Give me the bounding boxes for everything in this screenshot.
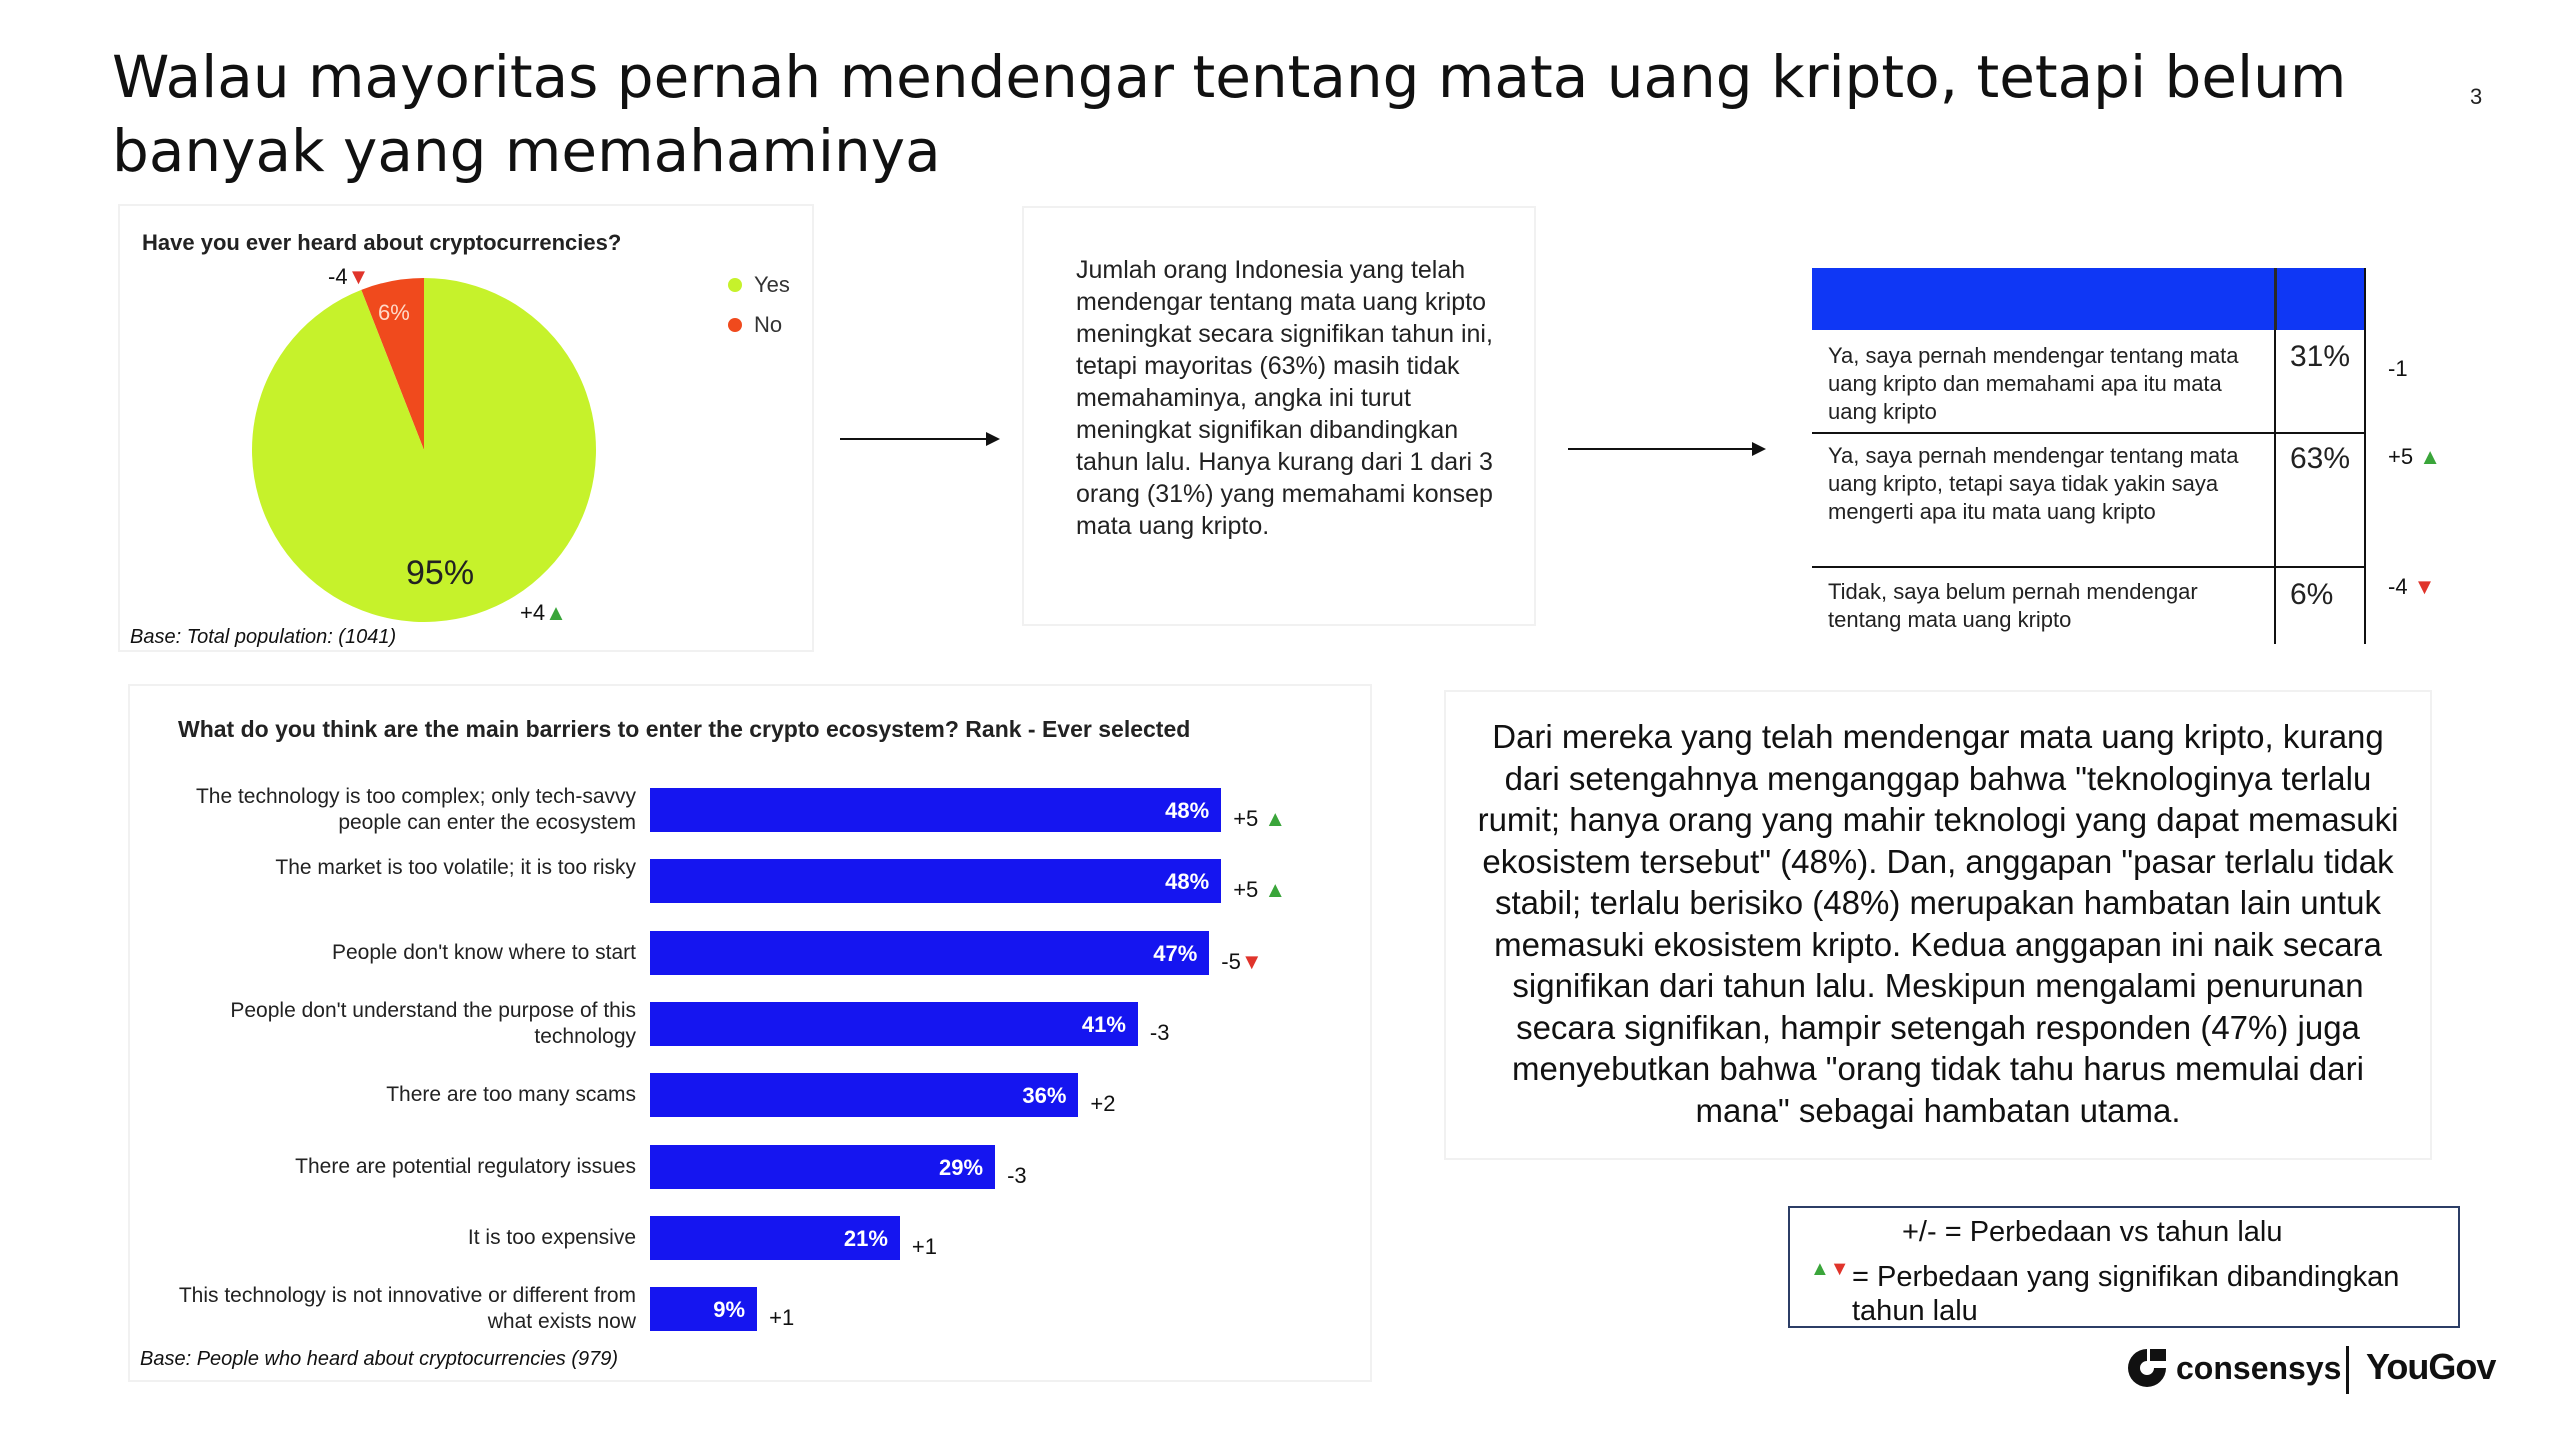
yes-delta: +4▲: [520, 600, 567, 625]
no-delta: -4▼: [328, 264, 370, 289]
arrow-1: [840, 432, 1000, 446]
pie-base-note: Base: Total population: (1041): [130, 626, 397, 648]
bar-category-label: People don't understand the purpose of this technology: [230, 998, 636, 1048]
bar: [650, 1002, 1138, 1046]
down-triangle-icon: ▼: [2407, 574, 2436, 599]
legend-line-1: +/- = Perbedaan vs tahun lalu: [1902, 1216, 2283, 1248]
bar-category-label: It is too expensive: [467, 1225, 636, 1249]
table-row-1-label: Ya, saya pernah mendengar tentang mata uang kripto dan memahami apa itu mata uang kripto: [1828, 343, 2239, 424]
legend-no: No: [728, 312, 782, 338]
pie-chart-title: Have you ever heard about cryptocurrencies?: [142, 230, 622, 255]
logo-divider: [2346, 1346, 2349, 1394]
bar-value-label: 48%: [1165, 869, 1210, 895]
table-header: [1812, 268, 2364, 330]
bar-delta: +1: [769, 1305, 795, 1331]
bar-value-label: 36%: [1022, 1083, 1067, 1109]
bar-value-label: 29%: [939, 1154, 984, 1180]
up-triangle-icon: ▲: [1258, 877, 1287, 903]
legend-triangles-icon: ▲▼: [1810, 1258, 1850, 1280]
legend-line-2: = Perbedaan yang signifikan dibandingkan tahun lalu: [1852, 1261, 2400, 1327]
insight-card: [1446, 692, 2430, 1158]
bar-value-label: 41%: [1081, 1011, 1126, 1037]
table-row-3-pct: 6%: [2290, 578, 2334, 611]
bar-delta: +5 ▲: [1233, 877, 1287, 903]
bar-delta: +2: [1090, 1091, 1116, 1117]
up-triangle-icon: ▲: [1258, 806, 1287, 831]
bar-chart-card: [130, 686, 1370, 1380]
bar: [650, 1073, 1078, 1117]
no-value-label: 6%: [378, 300, 410, 325]
bar: [650, 931, 1209, 975]
bar-delta: -3: [1149, 1019, 1170, 1045]
bar-chart-plot: [130, 686, 1370, 1380]
bar-delta: -5▼: [1221, 948, 1263, 974]
bar-value-label: 48%: [1165, 798, 1210, 823]
significance-legend-box: [1788, 1206, 2460, 1328]
page-number: 3: [2470, 84, 2483, 109]
bar-delta: +1: [911, 1233, 937, 1259]
pie-chart-card: [120, 206, 812, 650]
summary-text: Jumlah orang Indonesia yang telah mendengar tentang mata uang kripto meningkat secara signifikan tahun ini, tetapi mayoritas (63%) masih tidak memahaminya, angka ini turut meningkat signifikan dibandingkan tahun lalu. Hanya kurang dari 1 dari 3 orang (31%) yang memahami konsep mata uang kripto.: [1076, 256, 1493, 540]
table-row-3-label: Tidak, saya belum pernah mendengar tentang mata uang kripto: [1828, 579, 2198, 632]
legend-yes: Yes: [728, 272, 790, 298]
bar-base-note: Base: People who heard about cryptocurrencies (979): [140, 1348, 619, 1370]
table-row-1-delta: -1: [2388, 356, 2408, 381]
table-row-1-pct: 31%: [2290, 340, 2351, 373]
awareness-table: [1812, 268, 2368, 644]
up-triangle-icon: ▲: [2413, 444, 2441, 469]
bar: [650, 859, 1221, 903]
page-title: Walau mayoritas pernah mendengar tentang mata uang kripto, tetapi belum banyak yang memahaminya: [112, 43, 2347, 185]
bar-value-label: 21%: [843, 1225, 888, 1251]
yes-value-label: 95%: [406, 554, 475, 592]
bar-category-label: There are potential regulatory issues: [295, 1154, 636, 1178]
summary-card: [1024, 208, 1534, 624]
bar: [650, 1216, 900, 1260]
bar-delta: -3: [1007, 1162, 1027, 1188]
down-triangle-icon: ▼: [347, 264, 370, 289]
bar-value-label: 9%: [713, 1297, 746, 1323]
arrow-2: [1568, 442, 1766, 456]
legend-dot-yes: [728, 278, 742, 292]
down-triangle-icon: ▼: [1240, 948, 1263, 974]
bar-category-label: The technology is too complex; only tech-savvy people can enter the ecosystem: [195, 785, 636, 834]
yougov-logo: YouGov: [2366, 1346, 2496, 1387]
bar-category-label: This technology is not innovative or different from what exists now: [178, 1284, 636, 1334]
insight-text: Dari mereka yang telah mendengar mata uang kripto, kurang dari setengahnya menganggap bahwa "teknologinya terlalu rumit; hanya orang yang mahir teknologi yang dapat memasuki ekosistem tersebut" (48%). Dan, anggapan "pasar terlalu tidak stabil; terlalu berisiko (48%) merupakan hambatan lain untuk memasuki ekosistem kripto. Kedua anggapan ini naik secara signifikan dari tahun lalu. Meskipun mengalami penurunan secara signifikan, hampir setengah responden (47%) juga menyebutkan bahwa "orang tidak tahu harus memulai dari mana" sebagai hambatan utama.: [1477, 718, 2399, 1129]
bar: [650, 1287, 757, 1331]
bar: [650, 1145, 995, 1189]
bar-delta: +5 ▲: [1233, 806, 1287, 831]
bar-value-label: 47%: [1153, 940, 1198, 966]
table-header-divider: [2274, 268, 2277, 330]
consensys-wordmark: consensys: [2176, 1349, 2342, 1386]
table-row-3-delta: -4 ▼: [2388, 574, 2436, 599]
up-triangle-icon: ▲: [545, 600, 567, 625]
bar-category-label: The market is too volatile; it is too risky: [275, 856, 636, 880]
consensys-logo: [2124, 1342, 2341, 1394]
bar-chart-title: What do you think are the main barriers to enter the crypto ecosystem? Rank - Ever selected: [178, 716, 1191, 742]
bar: [650, 788, 1221, 832]
consensys-mark-icon: [2124, 1345, 2170, 1391]
table-row-2-label: Ya, saya pernah mendengar tentang mata uang kripto, tetapi saya tidak yakin saya mengerti apa itu mata uang kripto: [1828, 443, 2239, 524]
table-row-2-pct: 63%: [2290, 442, 2351, 475]
legend-dot-no: [728, 318, 742, 332]
table-row-2-delta: +5 ▲: [2388, 444, 2441, 469]
bar-category-label: People don't know where to start: [331, 940, 636, 964]
bar-category-label: There are too many scams: [386, 1083, 636, 1107]
